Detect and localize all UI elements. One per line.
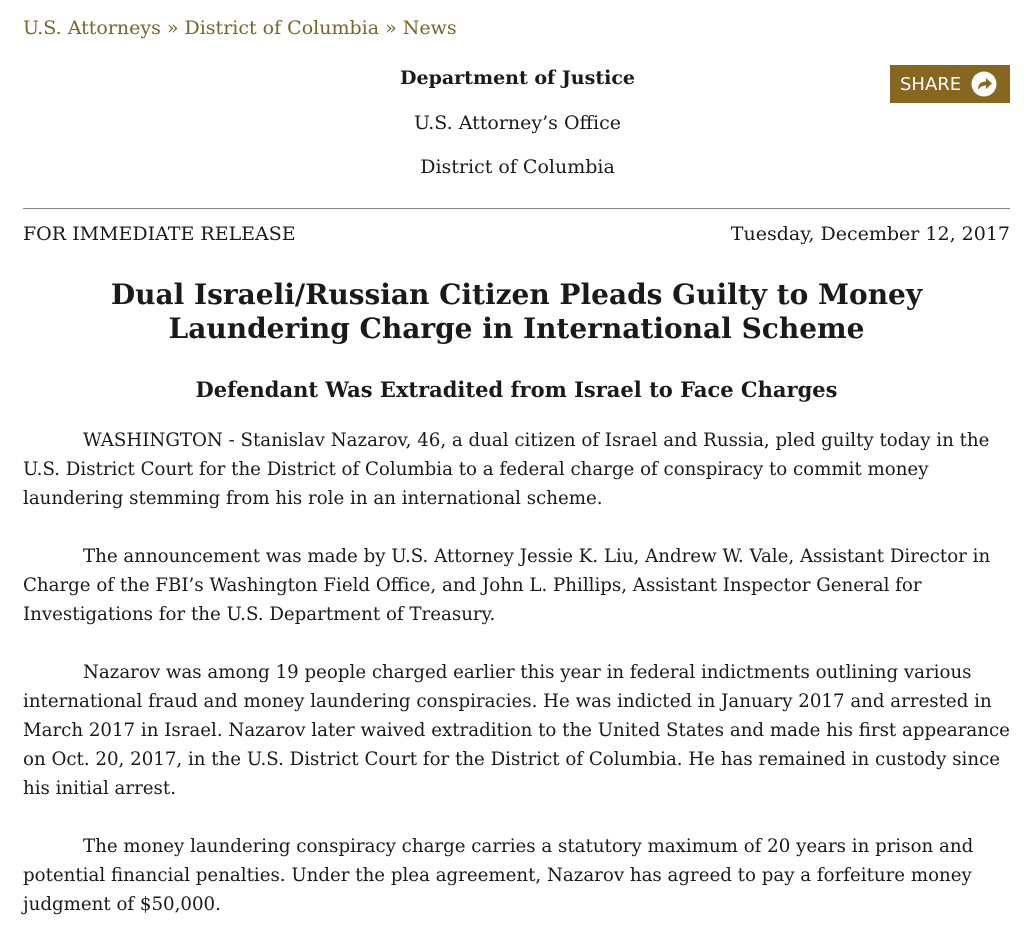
release-label: FOR IMMEDIATE RELEASE	[23, 223, 296, 245]
article-paragraph: WASHINGTON - Stanislav Nazarov, 46, a dual citizen of Israel and Russia, pled guilty today in the U.S. District Court for the District of Columbia to a federal charge of conspiracy to commit money laundering stemming from his role in an international scheme.	[23, 430, 990, 509]
breadcrumb-link-district-of-columbia[interactable]: District of Columbia	[184, 17, 380, 39]
breadcrumb-separator: »	[166, 17, 179, 39]
share-arrow-icon	[971, 71, 997, 97]
share-button-label: SHARE	[900, 73, 962, 95]
article-body	[23, 426, 1010, 948]
article-paragraph: The announcement was made by U.S. Attorney Jessie K. Liu, Andrew W. Vale, Assistant Director in Charge of the FBI’s Washington Field Office, and John L. Phillips, Assistant Inspector General for Investigations for the U.S. Department of Treasury.	[23, 546, 991, 625]
department-name: Department of Justice	[400, 67, 635, 89]
breadcrumb-separator: »	[385, 17, 397, 39]
district-name: District of Columbia	[420, 156, 615, 178]
article-subheadline: Defendant Was Extradited from Israel to Face Charges	[195, 377, 838, 402]
share-button[interactable]	[890, 65, 1010, 103]
article-paragraph: The money laundering conspiracy charge carries a statutory maximum of 20 years in prison and potential financial penalties. Under the plea agreement, Nazarov has agreed to pay a forfeiture money judgment of $50,000.	[23, 836, 974, 915]
breadcrumb-link-news[interactable]: News	[402, 17, 457, 39]
breadcrumb	[23, 17, 457, 39]
breadcrumb-link-us-attorneys[interactable]: U.S. Attorneys	[23, 17, 161, 39]
article-headline: Dual Israeli/Russian Citizen Pleads Guilty to Money Laundering Charge in International Scheme	[110, 278, 923, 345]
release-info	[23, 223, 1010, 245]
office-name: U.S. Attorney’s Office	[414, 112, 621, 134]
article-paragraph: Nazarov was among 19 people charged earlier this year in federal indictments outlining various international fraud and money laundering conspiracies. He was indicted in January 2017 and arrested in March 2017 in Israel. Nazarov later waived extradition to the United States and made his first appearance on Oct. 20, 2017, in the U.S. District Court for the District of Columbia. He has remained in custody since his initial arrest.	[23, 662, 1010, 799]
header-divider	[23, 208, 1010, 209]
release-date: Tuesday, December 12, 2017	[730, 223, 1010, 245]
